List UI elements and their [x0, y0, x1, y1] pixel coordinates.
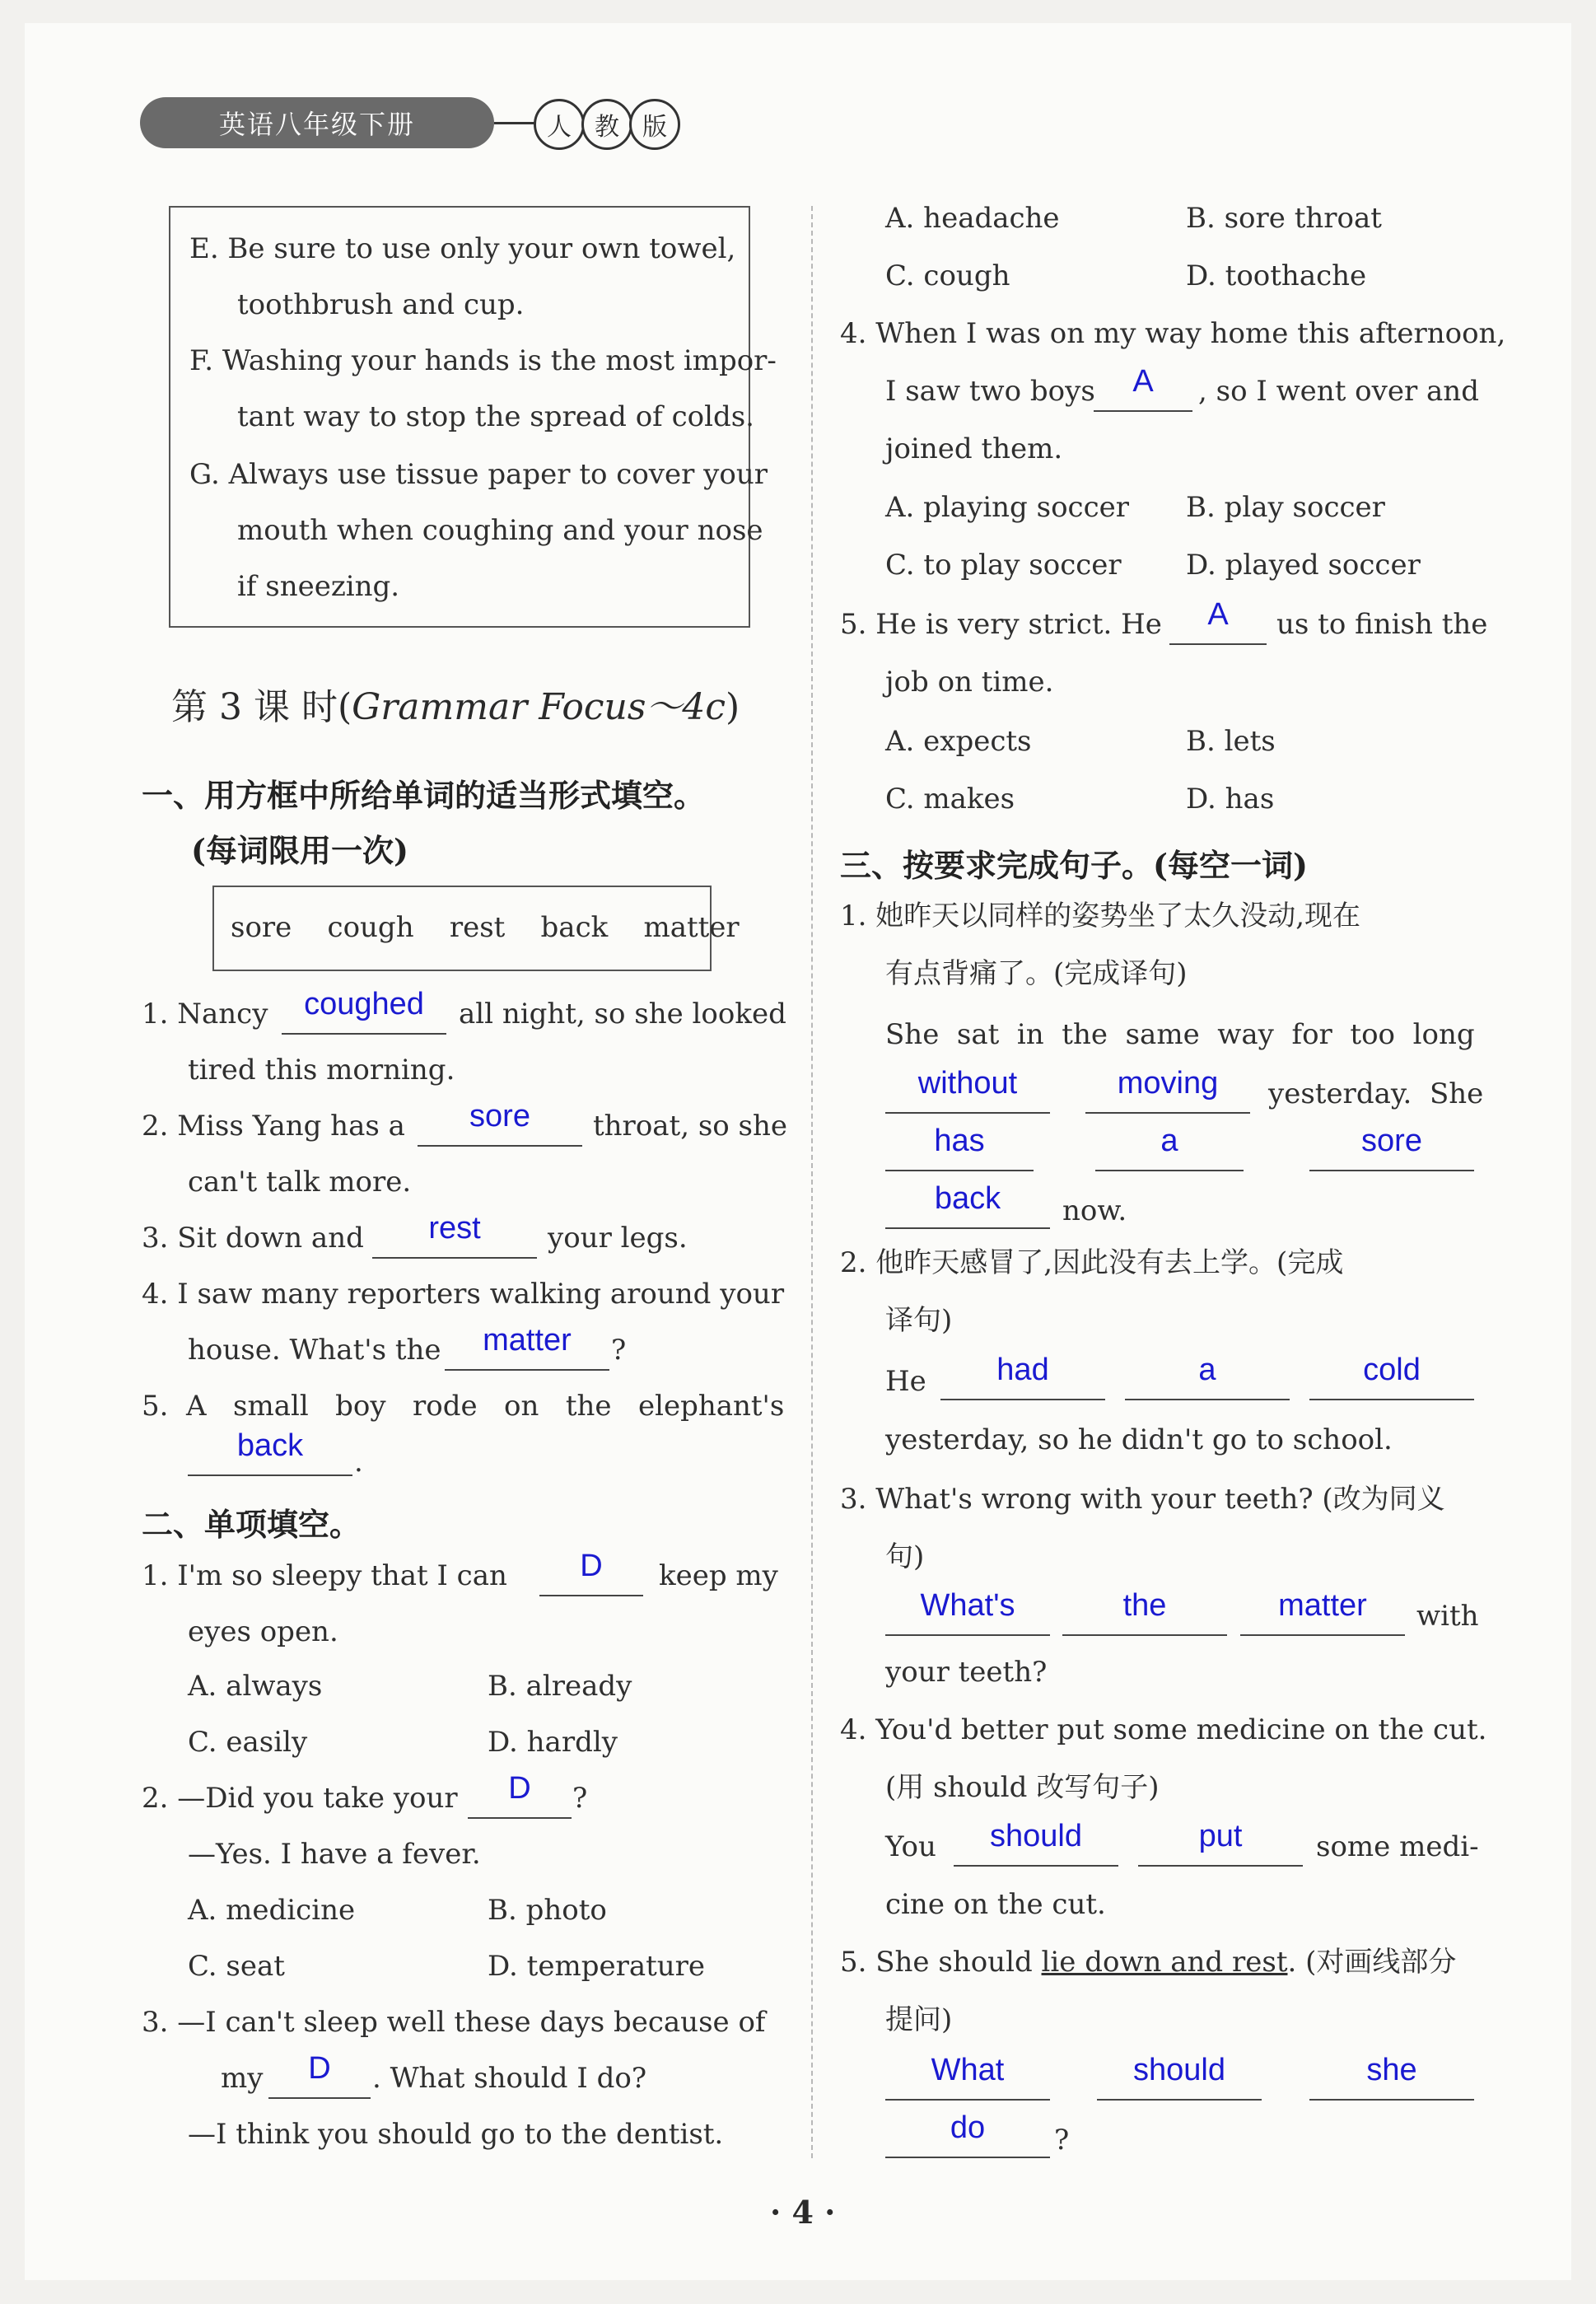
p2-q4-opt-d[interactable]: D. played soccer [1186, 549, 1421, 582]
p2-q3-answer: D [308, 2051, 331, 2086]
p3-q2-answer-3: cold [1363, 1353, 1421, 1387]
lesson-title: 第 3 课 时(Grammar Focus～4c) [171, 686, 740, 728]
p1-q5-answer: back [236, 1428, 304, 1463]
p3-q4-text-a: 4. You'd better put some medicine on the cut. [840, 1713, 1487, 1746]
p3-q5-text-c: 提问) [885, 2003, 953, 2036]
p1-q2-text-b: throat, so she [593, 1110, 788, 1143]
p3-q1-text-b: 有点背痛了。(完成译句) [885, 957, 1188, 990]
p3-q2-text-c: He [885, 1365, 926, 1398]
p3-q1-answer-1: without [917, 1066, 1018, 1101]
p3-q2-answer-1: had [996, 1353, 1049, 1387]
p1-q2-text-a: 2. Miss Yang has a [142, 1110, 405, 1143]
p2-q5-opt-d[interactable]: D. has [1186, 783, 1275, 816]
p2-q1-text-c: eyes open. [188, 1615, 338, 1648]
p1-q3-answer: rest [428, 1211, 481, 1245]
edition-char-1: 人 [534, 99, 585, 150]
p3-q2-text-a: 2. 他昨天感冒了,因此没有去上学。(完成 [840, 1246, 1344, 1279]
p3-q3-answer-3: matter [1278, 1588, 1367, 1623]
p2-q3-text-c: . What should I do? [372, 2062, 647, 2095]
p1-q3-text-a: 3. Sit down and [142, 1222, 364, 1255]
p3-q1-text-e: now. [1062, 1194, 1127, 1227]
p2-q1-text-a: 1. I'm so sleepy that I can [142, 1559, 507, 1592]
p2-q1-opt-a[interactable]: A. always [188, 1670, 323, 1703]
p2-q3-text-a: 3. —I can't sleep well these days because of [142, 2006, 766, 2039]
p3-q5-text-d: ? [1054, 2124, 1070, 2157]
page-number: · 4 · [770, 2194, 836, 2231]
p2-q4-text-a: 4. When I was on my way home this afternoon, [840, 317, 1506, 350]
p3-q2-answer-2: a [1198, 1353, 1216, 1387]
column-divider [811, 206, 813, 2158]
part1-title: 一、用方框中所给单词的适当形式填空。 [142, 777, 706, 814]
p2-q5-answer: A [1207, 597, 1229, 632]
p1-q4-text-a: 4. I saw many reporters walking around your [142, 1278, 785, 1311]
p1-q5-text-a: 5. A small boy rode on the elephant's [142, 1390, 785, 1423]
p3-q2-text-b: 译句) [885, 1304, 953, 1337]
p3-q1-text-d: yesterday. She [1268, 1077, 1484, 1110]
p2-q3-opt-c[interactable]: C. cough [885, 259, 1010, 292]
p2-q2-text-a: 2. —Did you take your [142, 1782, 458, 1815]
p2-q5-text-a: 5. He is very strict. He [840, 608, 1162, 641]
tips-line-e2: toothbrush and cup. [237, 288, 525, 321]
p2-q1-opt-c[interactable]: C. easily [188, 1726, 308, 1759]
p2-q3-opt-a[interactable]: A. headache [885, 202, 1060, 235]
p2-q3-opt-b[interactable]: B. sore throat [1186, 202, 1382, 235]
p2-q3-text-d: —I think you should go to the dentist. [188, 2118, 724, 2151]
p2-q5-text-c: job on time. [885, 666, 1054, 699]
p1-q4-text-b: house. What's the [188, 1334, 441, 1367]
tips-line-e: E. Be sure to use only your own towel, [189, 232, 736, 265]
p2-q1-opt-b[interactable]: B. already [488, 1670, 632, 1703]
p2-q4-text-c: , so I went over and [1198, 375, 1479, 408]
p2-q3-opt-d[interactable]: D. toothache [1186, 259, 1367, 292]
p3-q3-text-c: with [1416, 1600, 1479, 1633]
p1-q3-text-b: your legs. [548, 1222, 688, 1255]
p2-q5-opt-b[interactable]: B. lets [1186, 725, 1276, 758]
book-title-tab: 英语八年级下册 [140, 97, 494, 148]
tips-line-f2: tant way to stop the spread of colds. [237, 400, 754, 433]
p3-q1-text-c: She sat in the same way for too long [885, 1018, 1475, 1051]
p3-q5-answer-2: should [1133, 2053, 1225, 2087]
p2-q5-text-b: us to finish the [1276, 608, 1488, 641]
p2-q1-text-b: keep my [659, 1559, 778, 1592]
p3-q1-answer-4: a [1160, 1124, 1178, 1158]
p2-q5-opt-c[interactable]: C. makes [885, 783, 1015, 816]
p3-q1-answer-3: has [934, 1124, 985, 1158]
part1-subtitle: (每词限用一次) [191, 832, 408, 869]
p3-q2-text-d: yesterday, so he didn't go to school. [885, 1423, 1393, 1456]
p3-q3-text-b: 句) [885, 1540, 925, 1573]
p2-q4-text-b: I saw two boys [885, 375, 1095, 408]
p3-q4-answer-1: should [990, 1819, 1082, 1853]
tips-line-g2: mouth when coughing and your nose [237, 514, 763, 547]
p1-q2-answer: sore [469, 1099, 530, 1133]
p1-q1-text-c: tired this morning. [188, 1054, 455, 1087]
edition-char-2: 教 [581, 99, 632, 150]
p3-q5-answer-4: do [950, 2110, 986, 2145]
p1-q1-text-b: all night, so she looked [459, 998, 786, 1030]
p1-q4-answer: matter [483, 1323, 572, 1358]
p2-q2-text-c: —Yes. I have a fever. [188, 1838, 481, 1871]
p2-q4-answer: A [1132, 364, 1154, 399]
p2-q4-opt-c[interactable]: C. to play soccer [885, 549, 1122, 582]
p3-q1-answer-2: moving [1117, 1066, 1219, 1101]
p2-q2-answer: D [508, 1771, 531, 1806]
p2-q2-opt-b[interactable]: B. photo [488, 1894, 607, 1927]
p3-q5-answer-3: she [1366, 2053, 1417, 2087]
tips-line-g: G. Always use tissue paper to cover your [189, 458, 768, 491]
p3-q4-text-b: (用 should 改写句子) [885, 1771, 1160, 1804]
p3-q1-answer-6: back [934, 1181, 1001, 1216]
p3-q5-text: 5. She should lie down and rest. (对画线部分 [840, 1946, 1457, 1979]
p3-q4-text-c: You [885, 1830, 936, 1863]
p2-q4-opt-a[interactable]: A. playing soccer [885, 491, 1130, 524]
p2-q1-answer: D [580, 1549, 603, 1583]
p2-q3-text-b: my [221, 2062, 264, 2095]
p1-q2-text-c: can't talk more. [188, 1166, 412, 1199]
word-box-words: sore cough rest back matter [231, 911, 740, 944]
p2-q5-opt-a[interactable]: A. expects [885, 725, 1032, 758]
edition-char-3: 版 [629, 99, 680, 150]
p1-q1-text-a: 1. Nancy [142, 998, 268, 1030]
p3-q5-answer-1: What [931, 2053, 1005, 2087]
p3-q4-text-e: cine on the cut. [885, 1888, 1106, 1921]
p2-q4-opt-b[interactable]: B. play soccer [1186, 491, 1385, 524]
p2-q2-opt-c[interactable]: C. seat [188, 1950, 285, 1983]
p3-q5-underlined: lie down and rest [1041, 1946, 1288, 1979]
p2-q4-text-d: joined them. [885, 432, 1063, 465]
tips-line-f: F. Washing your hands is the most impor- [189, 344, 777, 377]
p3-q3-text-d: your teeth? [885, 1656, 1048, 1689]
part2-title: 二、单项填空。 [142, 1506, 362, 1543]
tips-line-g3: if sneezing. [237, 570, 400, 603]
p3-q1-answer-5: sore [1361, 1124, 1422, 1158]
p2-q2-text-b: ? [572, 1782, 588, 1815]
p3-q3-answer-1: What's [920, 1588, 1015, 1623]
p3-q4-text-d: some medi- [1316, 1830, 1479, 1863]
p3-q3-text-a: 3. What's wrong with your teeth? (改为同义 [840, 1483, 1445, 1516]
part3-title: 三、按要求完成句子。(每空一词) [840, 847, 1308, 884]
p1-q1-answer: coughed [304, 987, 424, 1021]
p1-q5-text-b: . [354, 1446, 363, 1479]
p3-q3-answer-2: the [1122, 1588, 1167, 1623]
p3-q4-answer-2: put [1198, 1819, 1243, 1853]
p3-q1-text-a: 1. 她昨天以同样的姿势坐了太久没动,现在 [840, 900, 1361, 932]
p1-q4-text-c: ? [611, 1334, 627, 1367]
p2-q2-opt-a[interactable]: A. medicine [188, 1894, 356, 1927]
p2-q2-opt-d[interactable]: D. temperature [488, 1950, 706, 1983]
p2-q1-opt-d[interactable]: D. hardly [488, 1726, 618, 1759]
